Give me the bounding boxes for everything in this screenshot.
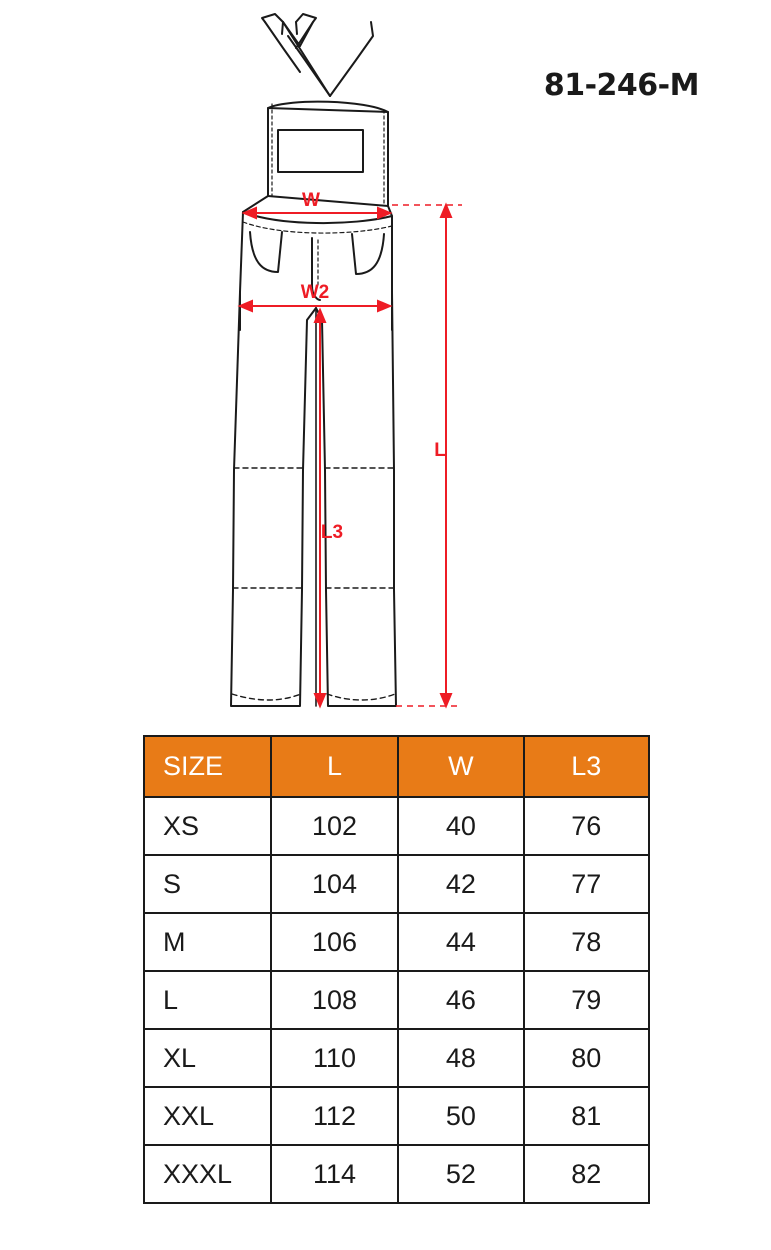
table-header-l3: L3 [524,736,649,797]
leg-left [231,292,316,706]
cell-w: 40 [398,797,523,855]
product-code: 81-246-M [543,68,699,103]
cell-l: 108 [271,971,398,1029]
cell-w: 44 [398,913,523,971]
dimension-label-l3: L3 [320,522,344,543]
cell-l3: 77 [524,855,649,913]
table-header-size: SIZE [144,736,271,797]
table-row [144,971,649,1029]
bib-panel [268,108,388,206]
cell-w: 50 [398,1087,523,1145]
cell-size: S [144,855,271,913]
cell-l3: 79 [524,971,649,1029]
cell-size: L [144,971,271,1029]
strap-right-outer [296,14,316,46]
cell-w: 52 [398,1145,523,1203]
pocket-right [352,234,384,274]
cell-w: 46 [398,971,523,1029]
pocket-left [250,232,282,272]
table-row [144,1145,649,1203]
cell-l3: 78 [524,913,649,971]
cell-w: 42 [398,855,523,913]
leg-right [316,292,396,706]
cell-l3: 80 [524,1029,649,1087]
size-table [143,735,650,1204]
cell-w: 48 [398,1029,523,1087]
table-header-w: W [398,736,523,797]
dimension-label-l: L [434,440,446,461]
table-row [144,797,649,855]
table-row [144,913,649,971]
dimension-label-w: W [302,190,320,211]
cell-size: XL [144,1029,271,1087]
table-header-row [144,736,649,797]
cell-l: 112 [271,1087,398,1145]
cell-l: 106 [271,913,398,971]
cell-l3: 82 [524,1145,649,1203]
cell-size: XXXL [144,1145,271,1203]
table-row [144,1087,649,1145]
table-row [144,1029,649,1087]
cell-l: 104 [271,855,398,913]
cell-l3: 76 [524,797,649,855]
cell-l: 114 [271,1145,398,1203]
chest-pocket [278,130,363,172]
cell-l3: 81 [524,1087,649,1145]
cell-l: 110 [271,1029,398,1087]
table-header-l: L [271,736,398,797]
dimension-label-w2: W2 [300,282,330,303]
cell-size: M [144,913,271,971]
cell-l: 102 [271,797,398,855]
cell-size: XXL [144,1087,271,1145]
cell-size: XS [144,797,271,855]
table-row [144,855,649,913]
